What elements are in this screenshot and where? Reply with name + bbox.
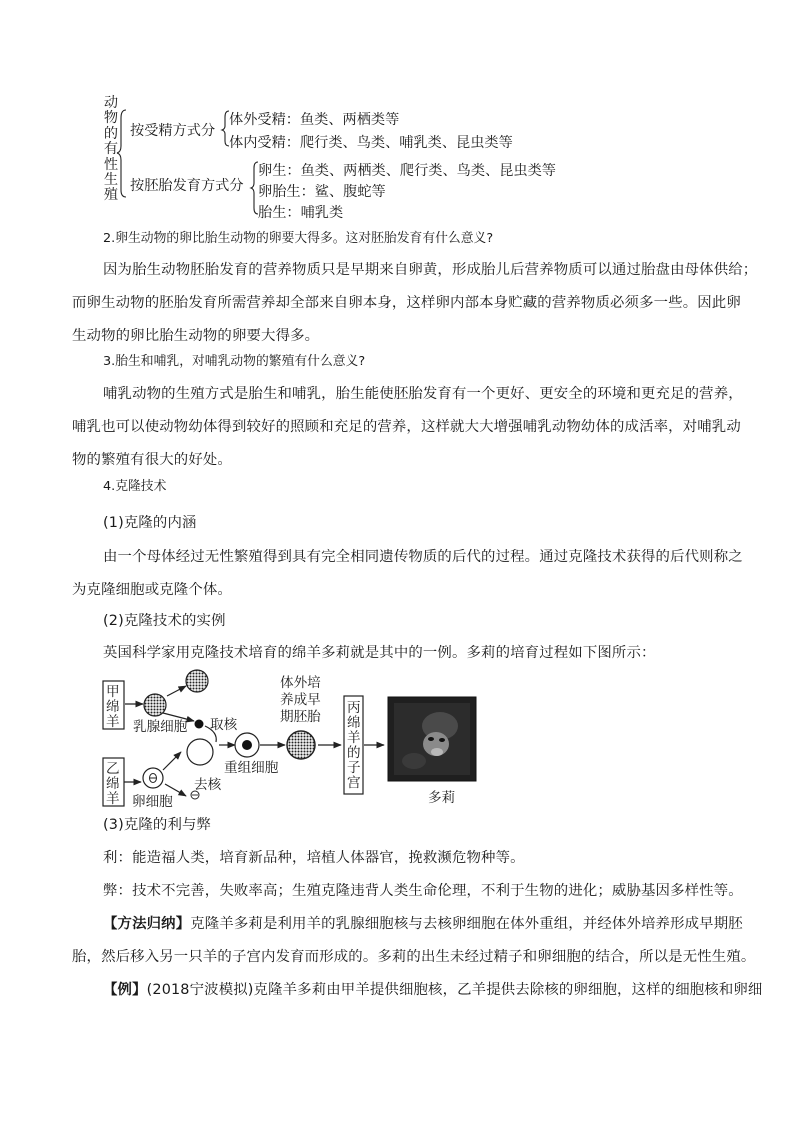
method-tag: 【方法归纳】 <box>103 916 191 932</box>
uterus-char-1: 丙 <box>347 700 361 716</box>
example-line <box>103 975 762 1005</box>
root-char: 物 <box>103 110 119 127</box>
sheep-b-char-1: 乙 <box>106 761 120 777</box>
root-char: 的 <box>103 125 119 142</box>
method-summary-line-1 <box>103 909 743 939</box>
answer-3-line-1: 哺乳动物的生殖方式是胎生和哺乳，胎生能使胚胎发育有一个更好、更安全的环境和更充足的营养， <box>103 386 743 402</box>
mammary-cell-copy <box>186 670 208 692</box>
group-label-development: 按胚胎发育方式分 <box>130 178 244 194</box>
example-tag: 【例】 <box>103 982 147 998</box>
root-char: 动 <box>103 95 119 111</box>
sheep-b-char-3: 羊 <box>106 791 120 807</box>
development-ovoviviparous: 卵胎生：鲨、腹蛇等 <box>258 184 386 200</box>
mammary-cell-label: 乳腺细胞 <box>133 719 188 735</box>
fertilization-external: 体外受精：鱼类、两栖类等 <box>229 112 400 128</box>
development-oviparous: 卵生：鱼类、两栖类、爬行类、鸟类、昆虫类等 <box>258 163 556 179</box>
fertilization-internal: 体内受精：爬行类、鸟类、哺乳类、昆虫类等 <box>229 135 513 151</box>
answer-2-line-2: 而卵生动物的胚胎发育所需营养却全部来自卵本身，这样卵内部本身贮藏的营养物质必须多一些。因此卵 <box>72 295 741 311</box>
development-viviparous: 胎生：哺乳类 <box>258 205 344 221</box>
question-2-title: 2.卵生动物的卵比胎生动物的卵要大得多。这对胚胎发育有什么意义? <box>103 231 494 246</box>
dolly-intro: 英国科学家用克隆技术培育的绵羊多莉就是其中的一例。多莉的培育过程如下图所示： <box>103 645 656 661</box>
sheep-b-char-2: 绵 <box>106 776 120 792</box>
uterus-char-2: 绵 <box>347 715 361 731</box>
cloning-process-diagram <box>0 666 794 816</box>
group-label-fertilization: 按受精方式分 <box>130 123 216 139</box>
egg-cell-label: 卵细胞 <box>132 794 173 810</box>
cloning-definition-line-2: 为克隆细胞或克隆个体。 <box>72 582 232 598</box>
answer-3-line-2: 哺乳也可以使动物幼体得到较好的照顾和充足的营养，这样就大大增强哺乳动物幼体的成活率，对哺乳动 <box>72 419 741 435</box>
culture-line-3: 期胚胎 <box>280 709 321 725</box>
root-char: 生 <box>103 172 119 189</box>
section-4-title: 4.克隆技术 <box>103 479 167 494</box>
early-embryo <box>287 731 315 759</box>
answer-3-line-3: 物的繁殖有很大的好处。 <box>72 452 232 468</box>
uterus-char-5: 子 <box>347 760 361 776</box>
question-3-title: 3.胎生和哺乳，对哺乳动物的繁殖有什么意义? <box>103 354 366 369</box>
method-summary-line-2: 胎，然后移入另一只羊的子宫内发育而形成的。多莉的出生未经过精子和卵细胞的结合，所以是无性生殖。 <box>72 949 756 965</box>
mammary-cell <box>144 694 166 716</box>
enucleated-egg <box>187 739 213 765</box>
method-text: 克隆羊多莉是利用羊的乳腺细胞核与去核卵细胞在体外重组，并经体外培养形成早期胚 <box>190 916 743 932</box>
cloning-cons: 弊：技术不完善，失败率高；生殖克隆违背人类生命伦理，不利于生物的进化；威胁基因多样性等。 <box>103 883 743 899</box>
answer-2-line-3: 生动物的卵比胎生动物的卵要大得多。 <box>72 328 320 344</box>
sheep-a-char-3: 羊 <box>106 714 120 730</box>
answer-2-line-1: 因为胎生动物胚胎发育的营养物质只是早期来自卵黄，形成胎儿后营养物质可以通过胎盘由母体供给； <box>103 262 758 278</box>
root-char: 有 <box>103 141 119 158</box>
subsection-2-title: (2)克隆技术的实例 <box>103 613 226 629</box>
subsection-1-title: (1)克隆的内涵 <box>103 515 197 531</box>
recombined-cell-label: 重组细胞 <box>224 760 279 776</box>
sheep-a-char-2: 绵 <box>106 699 120 715</box>
uterus-char-4: 的 <box>347 745 361 761</box>
mammary-nucleus <box>195 720 204 729</box>
culture-line-2: 养成早 <box>280 692 321 708</box>
cloning-definition-line-1: 由一个母体经过无性繁殖得到具有完全相同遗传物质的后代的过程。通过克隆技术获得的后代则称之 <box>103 549 743 565</box>
root-char: 殖 <box>103 187 119 204</box>
uterus-char-6: 宫 <box>347 775 361 791</box>
remove-nucleus-label: 去核 <box>194 777 222 793</box>
example-text: (2018宁波模拟)克隆羊多莉由甲羊提供细胞核，乙羊提供去除核的卵细胞，这样的细胞核和卵细 <box>146 982 763 998</box>
culture-line-1: 体外培 <box>280 675 321 691</box>
take-nucleus-label: 取核 <box>210 717 238 733</box>
root-char: 性 <box>103 156 119 173</box>
dolly-label: 多莉 <box>428 790 456 806</box>
uterus-char-3: 羊 <box>347 730 361 746</box>
sheep-a-char-1: 甲 <box>106 684 120 700</box>
cloning-pros: 利：能造福人类，培育新品种，培植人体器官，挽救濒危物种等。 <box>103 850 525 866</box>
subsection-3-title: (3)克隆的利与弊 <box>103 817 212 833</box>
